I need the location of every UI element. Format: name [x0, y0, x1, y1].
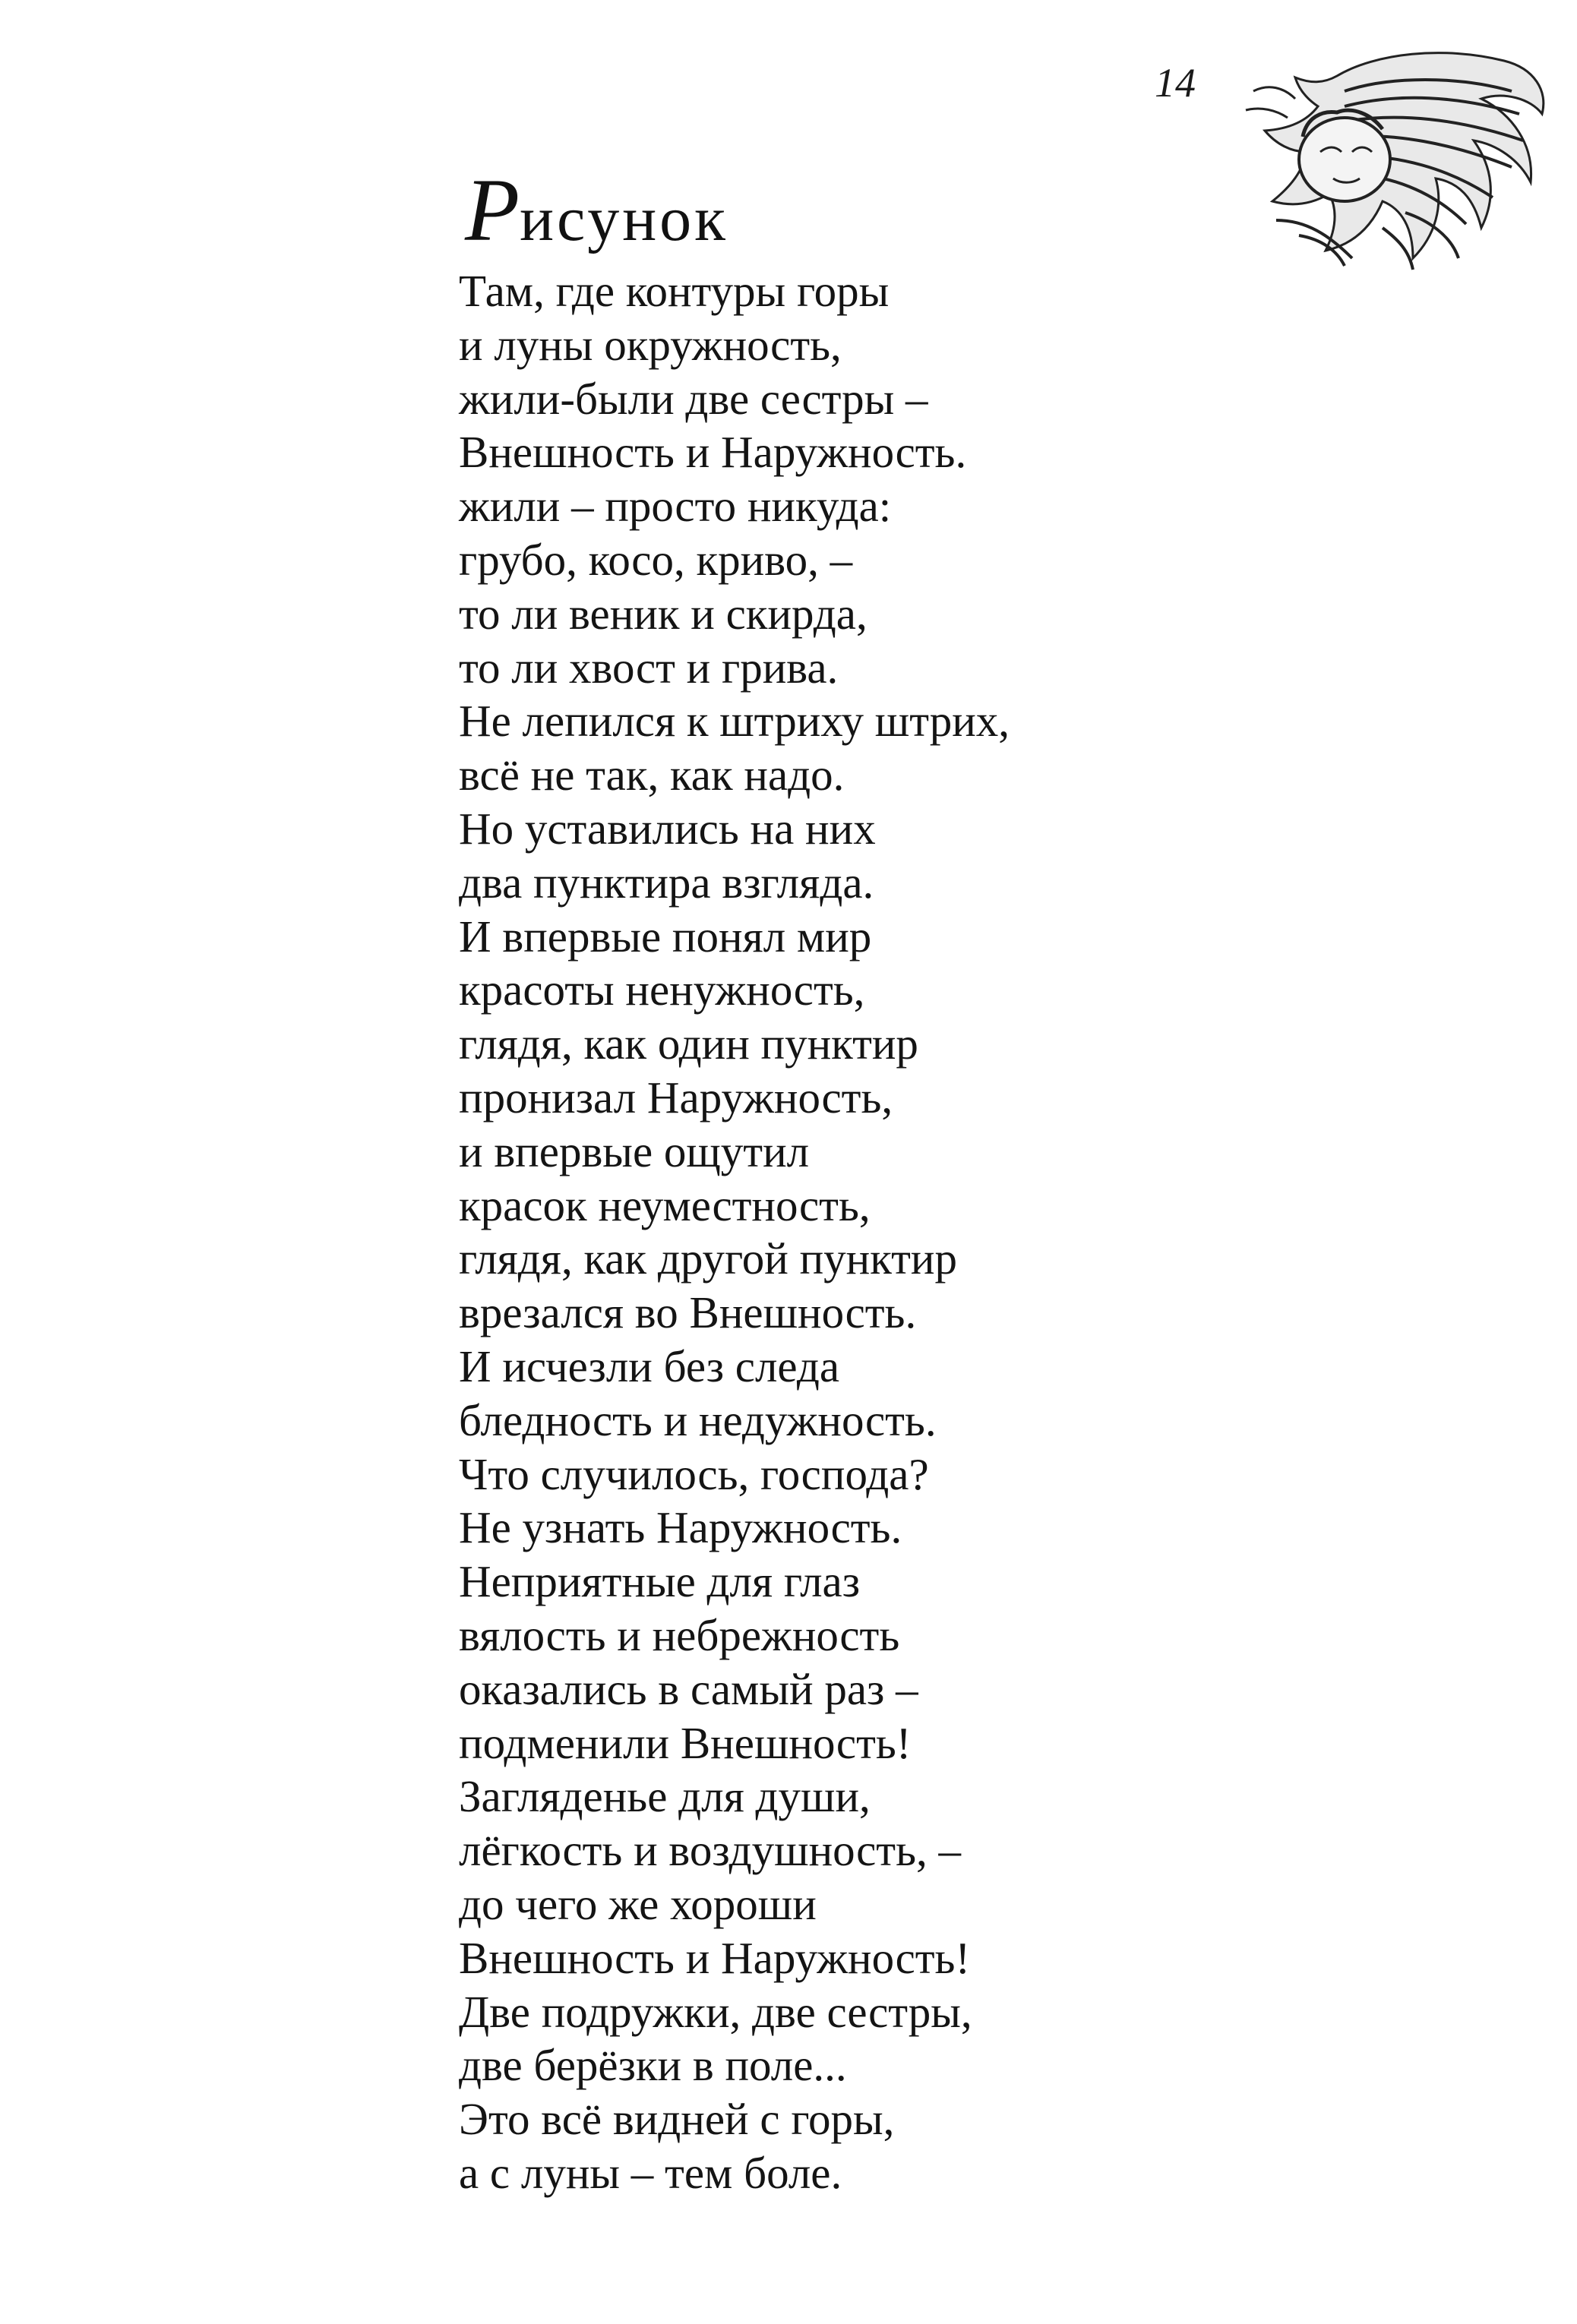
poem-line: две берёзки в поле... — [459, 2040, 847, 2091]
poem-line: бледность и недужность. — [459, 1394, 937, 1445]
poem-line: лёгкость и воздушность, – — [459, 1825, 961, 1876]
poem-line: то ли веник и скирда, — [459, 588, 868, 639]
poem-line: жили – просто никуда: — [459, 481, 892, 532]
title-initial: Р — [465, 160, 520, 260]
poem-line: грубо, косо, криво, – — [459, 534, 853, 585]
poem-line: подменили Внешность! — [459, 1717, 912, 1768]
poem-line: Что случилось, господа? — [459, 1448, 929, 1499]
cherub-wing-illustration-icon — [1231, 46, 1550, 273]
poem-line: Две подружки, две сестры, — [459, 1986, 972, 2037]
poem-title — [465, 160, 728, 260]
poem-line: и луны окружность, — [459, 319, 842, 370]
poem-line: оказались в самый раз – — [459, 1663, 918, 1714]
poem-line: и впервые ощутил — [459, 1126, 810, 1176]
poem-line: Загляденье для души, — [459, 1771, 871, 1822]
poem-line: до чего же хороши — [459, 1878, 817, 1929]
poem-line: глядя, как один пунктир — [459, 1018, 918, 1069]
poem-line: Это всё видней с горы, — [459, 2094, 895, 2145]
poem-line: врезался во Внешность. — [459, 1287, 917, 1338]
poem-line: пронизал Наружность, — [459, 1072, 893, 1123]
poem-line: Неприятные для глаз — [459, 1556, 861, 1607]
poem-line: Внешность и Наружность! — [459, 1932, 971, 1983]
poem-line: вялость и небрежность — [459, 1609, 900, 1660]
poem-line: Внешность и Наружность. — [459, 427, 967, 478]
poem-line: всё не так, как надо. — [459, 750, 845, 800]
poem-line: глядя, как другой пунктир — [459, 1233, 958, 1284]
poem-line: Там, где контуры горы — [459, 266, 890, 316]
poem-line: то ли хвост и грива. — [459, 642, 839, 693]
poem-line: Не узнать Наружность. — [459, 1502, 902, 1553]
poem-line: Не лепился к штриху штрих, — [459, 696, 1010, 747]
poem-body — [459, 264, 1218, 2200]
title-rest: исунок — [520, 184, 728, 254]
poem-line: а с луны – тем боле. — [459, 2147, 842, 2198]
poem-line: И исчезли без следа — [459, 1340, 840, 1391]
poem-line: Но уставились на них — [459, 803, 876, 854]
poem-line: красоты ненужность, — [459, 965, 865, 1015]
poem-line: два пунктира взгляда. — [459, 857, 874, 908]
poem-line: И впервые понял мир — [459, 911, 872, 961]
poem-line: жили-были две сестры – — [459, 373, 928, 424]
poem-line: красок неуместность, — [459, 1179, 871, 1230]
page-number: 14 — [1155, 60, 1196, 106]
